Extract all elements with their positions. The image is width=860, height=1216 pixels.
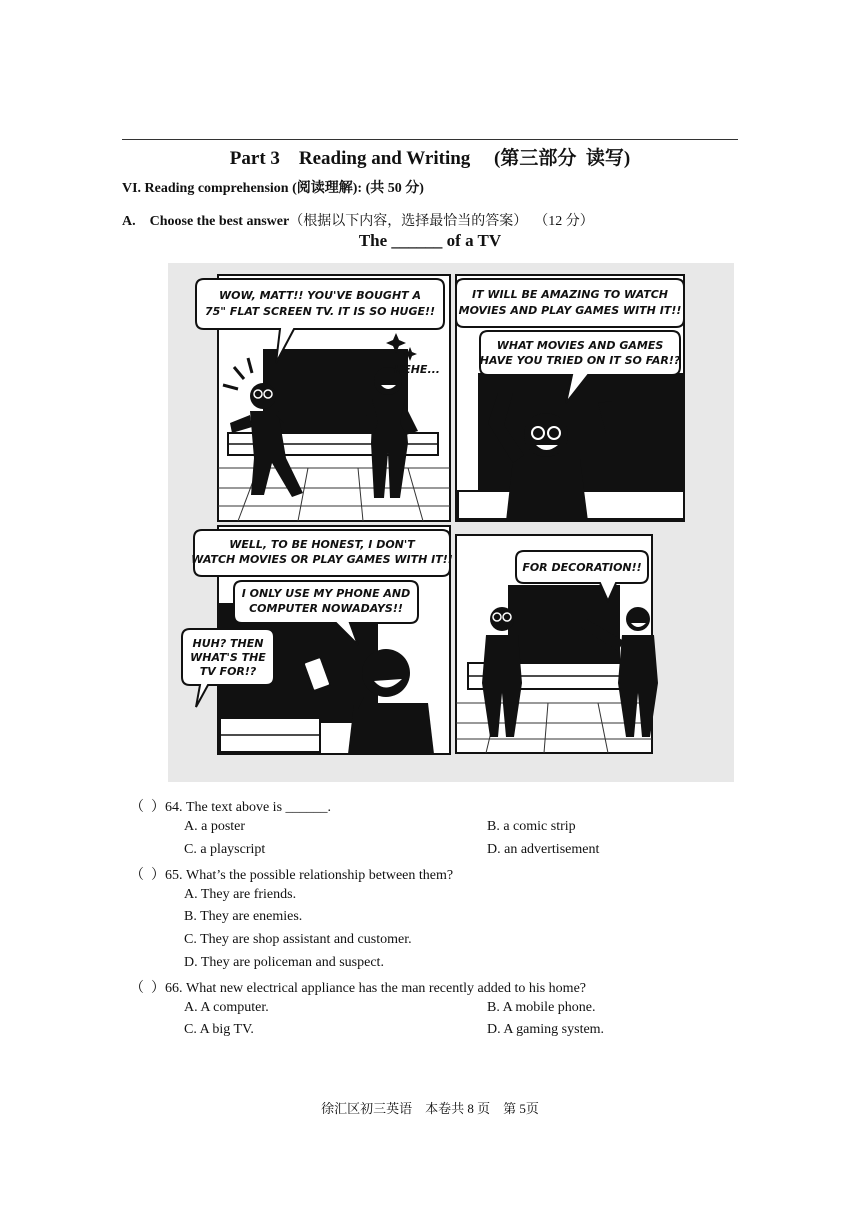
- q64-option-c: C. a playscript: [184, 842, 266, 857]
- panel3-bubble1-line1: WELL, TO BE HONEST, I DON'T: [229, 538, 415, 551]
- part-title: Part 3 Reading and Writing (第三部分 读写): [229, 148, 631, 169]
- panel2-bubble2-line2: HAVE YOU TRIED ON IT SO FAR!?: [479, 354, 681, 367]
- panel-3: [182, 526, 453, 754]
- q65-option-a: A. They are friends.: [184, 887, 297, 902]
- q64-option-a: A. a poster: [184, 819, 246, 834]
- q65-option-c: C. They are shop assistant and customer.: [184, 932, 412, 947]
- panel2-bubble1-line2: MOVIES AND PLAY GAMES WITH IT!!: [458, 304, 682, 317]
- q65-option-b: B. They are enemies.: [184, 909, 303, 924]
- panel3-bubble2-line1: I ONLY USE MY PHONE AND: [241, 587, 411, 600]
- question-65: （ ）65. What’s the possible relationship between them?: [130, 868, 454, 883]
- subsection-note: （根据以下内容，选择最恰当的答案） （12 分）: [289, 214, 594, 229]
- panel-1: [196, 275, 450, 521]
- comic-title: The ______ of a TV: [358, 231, 502, 250]
- panel3-bubble1-line2: WATCH MOVIES OR PLAY GAMES WITH IT!!: [191, 553, 453, 566]
- panel2-bubble2-line1: WHAT MOVIES AND GAMES: [496, 339, 664, 352]
- question-66: （ ）66. What new electrical appliance has the man recently added to his home?: [130, 981, 586, 996]
- panel3-bubble2-line2: COMPUTER NOWADAYS!!: [249, 602, 403, 615]
- panel1-bubble-line2: 75" FLAT SCREEN TV. IT IS SO HUGE!!: [204, 305, 436, 318]
- q66-option-b: B. A mobile phone.: [487, 1000, 596, 1015]
- subsection-label: A. Choose the best answer: [122, 214, 290, 229]
- panel3-bubble3-line3: TV FOR!?: [199, 665, 257, 678]
- page-footer: 徐汇区初三英语 本卷共 8 页 第 5页: [321, 1101, 539, 1116]
- q65-option-d: D. They are policeman and suspect.: [184, 955, 384, 970]
- panel3-bubble3-line1: HUH? THEN: [192, 637, 264, 650]
- panel-2: [456, 275, 684, 521]
- comic-strip: [168, 263, 734, 782]
- panel1-bubble-line1: WOW, MATT!! YOU'VE BOUGHT A: [218, 289, 422, 302]
- subsection-heading: [122, 210, 594, 230]
- top-rule: [122, 139, 738, 140]
- panel3-bubble3-line2: WHAT'S THE: [190, 651, 266, 664]
- panel-4: [456, 535, 658, 753]
- q66-option-a: A. A computer.: [184, 1000, 269, 1015]
- panel2-bubble1-line1: IT WILL BE AMAZING TO WATCH: [471, 288, 669, 301]
- panel4-bubble-line1: FOR DECORATION!!: [522, 561, 642, 574]
- section-heading: VI. Reading comprehension (阅读理解): (共 50 分): [122, 181, 424, 196]
- question-64: （ ）64. The text above is ______.: [130, 800, 332, 815]
- q66-option-c: C. A big TV.: [184, 1022, 254, 1037]
- q64-option-d: D. an advertisement: [487, 842, 600, 857]
- sfx-text: HEHE...: [394, 363, 440, 376]
- q66-option-d: D. A gaming system.: [487, 1022, 605, 1037]
- q64-option-b: B. a comic strip: [487, 819, 576, 834]
